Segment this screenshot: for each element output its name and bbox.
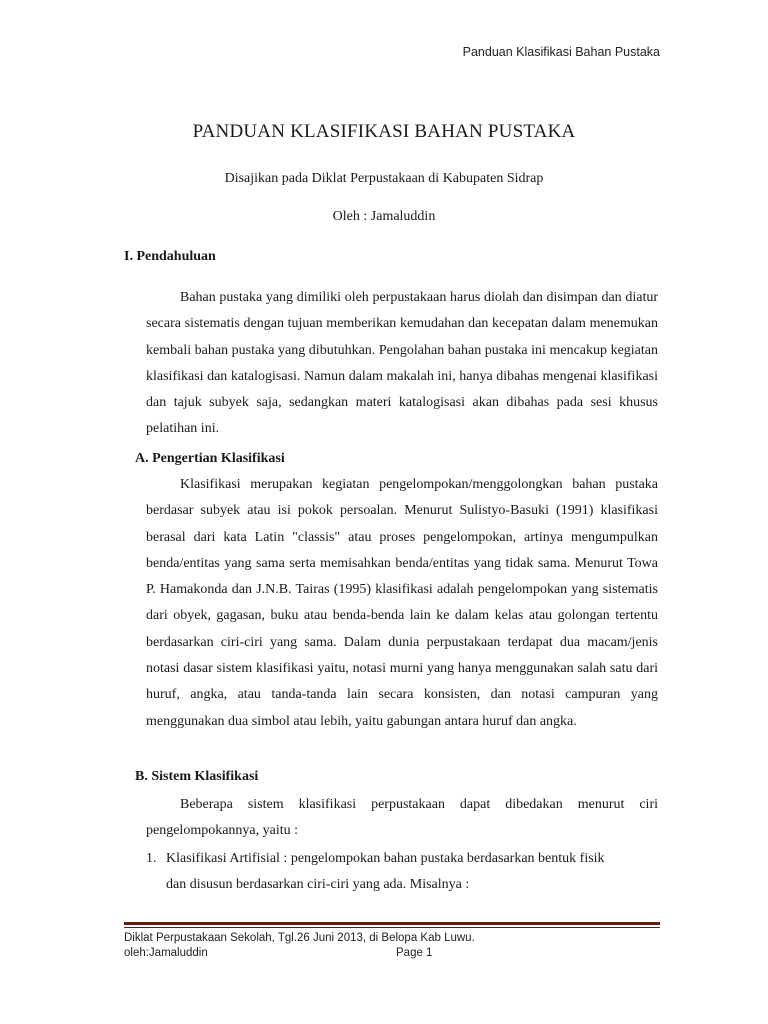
document-author: Oleh : Jamaluddin xyxy=(332,209,436,224)
footer-author-line: oleh:Jamaluddin xyxy=(124,947,208,959)
paragraph-pengertian xyxy=(146,472,658,735)
section-heading-sistem: B. Sistem Klasifikasi xyxy=(135,769,259,784)
section-heading-pengertian: A. Pengertian Klasifikasi xyxy=(135,451,285,466)
paragraph-sistem xyxy=(146,792,658,845)
page-number: Page 1 xyxy=(396,947,433,959)
paragraph-sistem-text: Beberapa sistem klasifikasi perpustakaan dapat dibedakan menurut ciri pengelompokannya, yaitu : xyxy=(146,797,658,839)
list-item-line1: Klasifikasi Artifisial : pengelompokan bahan pustaka berdasarkan bentuk fisik xyxy=(166,851,605,866)
document-subtitle: Disajikan pada Diklat Perpustakaan di Kabupaten Sidrap xyxy=(224,171,544,186)
footer-rule xyxy=(124,922,660,928)
list-item xyxy=(146,846,658,899)
section-heading-pendahuluan: I. Pendahuluan xyxy=(124,249,216,264)
document-title: PANDUAN KLASIFIKASI BAHAN PUSTAKA xyxy=(192,121,576,142)
running-header: Panduan Klasifikasi Bahan Pustaka xyxy=(462,45,660,59)
list-item-number: 1. xyxy=(146,851,157,866)
footer-rule-thin xyxy=(124,927,660,928)
list-item-line2: dan disusun berdasarkan ciri-ciri yang ada. Misalnya : xyxy=(166,877,470,893)
paragraph-pendahuluan xyxy=(146,285,658,443)
paragraph-pendahuluan-text: Bahan pustaka yang dimiliki oleh perpustakaan harus diolah dan disimpan dan diatur secara sistematis dengan tujuan memberikan kemudahan dan kecepatan dalam menemukan kembali bahan pustaka yang dibutuhkan. Pengolahan bahan pustaka ini mencakup kegiatan klasifikasi dan katalogisasi. Namun dalam makalah ini, hanya dibahas mengenai klasifikasi dan tajuk subyek saja, sedangkan materi katalogisasi akan dibahas pada sesi khusus pelatihan ini. xyxy=(146,290,658,437)
footer-event-line: Diklat Perpustakaan Sekolah, Tgl.26 Juni 2013, di Belopa Kab Luwu. xyxy=(124,932,475,944)
paragraph-pengertian-text: Klasifikasi merupakan kegiatan pengelompokan/menggolongkan bahan pustaka berdasar subyek atau isi pokok persoalan. Menurut Sulistyo-Basuki (1991) klasifikasi berasal dari kata Latin "classis" atau proses pengelompokan, artinya mengumpulkan benda/entitas yang sama serta memisahkan benda/entitas yang tidak sama. Menurut Towa P. Hamakonda dan J.N.B. Tairas (1995) klasifikasi adalah pengelompokan yang sistematis dari obyek, gagasan, buku atau benda-benda lain ke dalam kelas atau golongan tertentu berdasarkan ciri-ciri yang sama. Dalam dunia perpustakaan terdapat dua macam/jenis notasi dasar sistem klasifikasi yaitu, notasi murni yang hanya menggunakan salah satu dari huruf, angka, atau tanda-tanda lain secara konsisten, dan notasi campuran yang menggunakan dua simbol atau lebih, yaitu gabungan antara huruf dan angka. xyxy=(146,477,658,729)
